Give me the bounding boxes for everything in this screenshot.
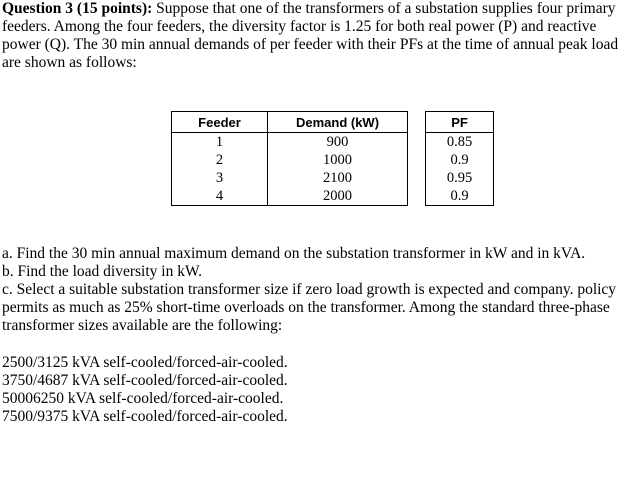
table-row	[172, 169, 494, 187]
table-row	[172, 151, 494, 169]
demand-cell: 2100	[268, 169, 408, 187]
feeder-table	[171, 111, 494, 206]
question-body: Suppose that one of the transformers of a substation supplies four primary feeders. Among the four feeders, the diversity factor is 1.25 for both real power (P) and reactive power (Q). The 30 min annual demands of per feeder with their PFs at the time of annual peak load are shown as follows:	[2, 0, 619, 71]
size-option: 2500/3125 kVA self-cooled/forced-air-cooled.	[2, 354, 288, 371]
pf-cell: 0.9	[426, 151, 494, 169]
size-option: 50006250 kVA self-cooled/forced-air-cooled.	[2, 390, 284, 407]
demand-cell: 1000	[268, 151, 408, 169]
table-gap	[408, 133, 426, 152]
table-row	[172, 133, 494, 152]
pf-cell: 0.85	[426, 133, 494, 152]
table-row	[172, 187, 494, 206]
question-heading-colon: :	[147, 0, 153, 17]
size-option: 7500/9375 kVA self-cooled/forced-air-cooled.	[2, 408, 288, 425]
table-gap	[408, 112, 426, 133]
feeder-cell: 4	[172, 187, 268, 206]
demand-cell: 900	[268, 133, 408, 152]
question-parts	[2, 245, 630, 335]
header-demand: Demand (kW)	[268, 112, 408, 133]
header-pf: PF	[426, 112, 494, 133]
part-c: c. Select a suitable substation transformer size if zero load growth is expected and company. policy permits as much as 25% short-time overloads on the transformer. Among the standard three-phase transformer sizes available are the following:	[2, 281, 617, 334]
table-gap	[408, 169, 426, 187]
table-gap	[408, 151, 426, 169]
feeder-cell: 3	[172, 169, 268, 187]
pf-cell: 0.95	[426, 169, 494, 187]
feeder-cell: 1	[172, 133, 268, 152]
header-feeder: Feeder	[172, 112, 268, 133]
size-option: 3750/4687 kVA self-cooled/forced-air-cooled.	[2, 372, 288, 389]
part-a: a. Find the 30 min annual maximum demand on the substation transformer in kW and in kVA.	[2, 245, 586, 262]
demand-cell: 2000	[268, 187, 408, 206]
feeder-cell: 2	[172, 151, 268, 169]
part-b: b. Find the load diversity in kW.	[2, 263, 203, 280]
question-intro	[2, 0, 630, 72]
table-header-row	[172, 112, 494, 133]
question-heading: Question 3 (15 points)	[2, 0, 148, 17]
transformer-size-list	[2, 354, 630, 426]
pf-cell: 0.9	[426, 187, 494, 206]
table-gap	[408, 187, 426, 206]
